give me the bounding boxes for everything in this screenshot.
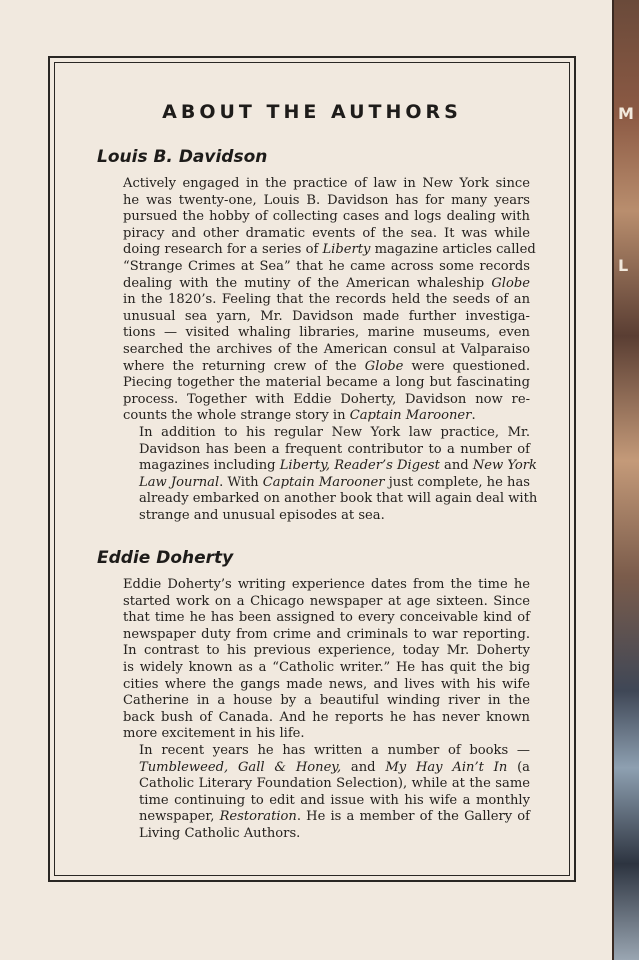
spine-letter: L [618,256,629,275]
bio-line: newspaper duty from crime and criminals to war reporting. [123,626,530,642]
bio-line: searched the archives of the American consul at Valparaiso [123,341,530,357]
bio-line: that time he has been assigned to every conceivable kind of [123,610,530,626]
bio-line: Catholic Literary Foundation Selection), while at the same [139,776,530,792]
bio-line: he was twenty-one, Louis B. Davidson has for many years [123,192,530,208]
bio-line: where the returning crew of the Globe were questioned. [123,358,530,374]
bio-doherty-paragraph-2 [123,743,530,843]
bio-line: time continuing to edit and issue with his wife a monthly [139,792,530,808]
bio-davidson-paragraph-2 [123,424,538,525]
bio-line: In recent years he has written a number of books — [139,742,530,758]
bio-davidson [123,176,538,524]
bio-line: Living Catholic Authors. [139,825,301,841]
bio-line: Davidson has been a frequent contributor to a number of [139,441,530,457]
bio-line: “Strange Crimes at Sea” that he came across some records [123,258,530,274]
author-name-doherty: Eddie Doherty [97,548,234,568]
bio-line: Tumbleweed, Gall & Honey, and My Hay Ain’t In (a [139,759,530,775]
bio-line: process. Together with Eddie Doherty, Davidson now re- [123,391,530,407]
bio-line: unusual sea yarn, Mr. Davidson made further investiga- [123,308,530,324]
bio-line: counts the whole strange story in Captain Marooner. [123,408,476,424]
bio-line: more excitement in his life. [123,726,305,742]
bio-line: magazines including Liberty, Reader’s Digest and New York [139,458,537,474]
bio-line: Piecing together the material became a long but fascinating [123,375,530,391]
spine-letter: M [618,104,634,123]
bio-line: In contrast to his previous experience, today Mr. Doherty [123,643,530,659]
bio-line: started work on a Chicago newspaper at age sixteen. Since [123,593,530,609]
bio-line: cities where the gangs made news, and lives with his wife [123,676,530,692]
bio-line: In addition to his regular New York law practice, Mr. [139,424,530,440]
bio-line: Eddie Doherty’s writing experience dates from the time he [123,577,530,592]
bio-line: Actively engaged in the practice of law in New York since [123,176,530,191]
bio-line: dealing with the mutiny of the American whaleship Globe [123,275,530,291]
bio-line: Law Journal. With Captain Marooner just complete, he has [139,474,530,490]
bio-line: in the 1820’s. Feeling that the records held the seeds of an [123,292,530,308]
author-name-davidson: Louis B. Davidson [97,147,268,167]
bio-line: tions — visited whaling libraries, marine museums, even [123,325,530,341]
bio-doherty-paragraph-1 [123,577,530,743]
bio-line: Catherine in a house by a beautiful winding river in the [123,693,530,709]
bio-line: doing research for a series of Liberty magazine articles called [123,242,536,258]
bio-line: piracy and other dramatic events of the sea. It was while [123,225,530,241]
bio-line: is widely known as a “Catholic writer.” He has quit the big [123,659,530,675]
bio-line: newspaper, Restoration. He is a member of the Gallery of [139,809,530,825]
bio-line: already embarked on another book that will again deal with [139,491,538,507]
bio-davidson-paragraph-1 [123,176,536,425]
adjacent-cover-spine [612,0,639,960]
section-heading: ABOUT THE AUTHORS [162,101,462,123]
bio-line: back bush of Canada. And he reports he has never known [123,709,530,725]
bio-line: strange and unusual episodes at sea. [139,507,385,523]
bio-doherty [123,577,530,843]
bio-line: pursued the hobby of collecting cases and logs dealing with [123,209,530,225]
